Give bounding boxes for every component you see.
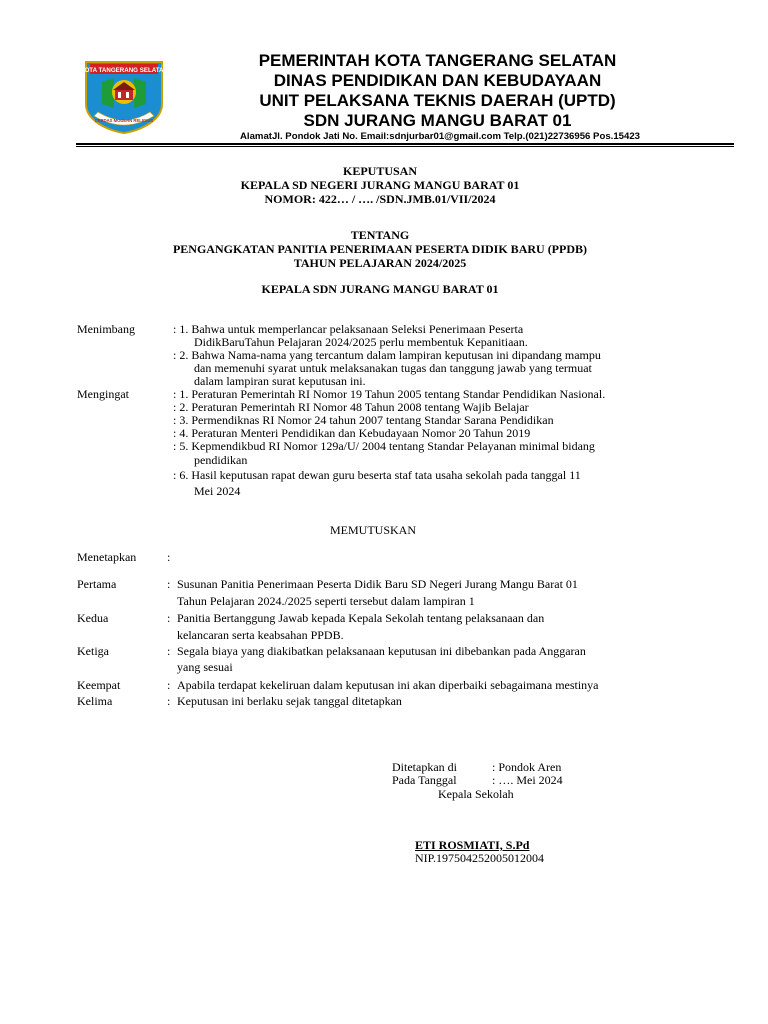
decision-text: Susunan Panitia Penerimaan Peserta Didik Baru SD Negeri Jurang Mangu Barat 01 bbox=[177, 577, 578, 591]
doc-number: NOMOR: 422… / …. /SDN.JMB.01/VII/2024 bbox=[264, 192, 496, 206]
signature-place-value: : Pondok Aren bbox=[492, 760, 562, 774]
letterhead-address: AlamatJl. Pondok Jati No. Email:sdnjurbar01@gmail.com Telp.(021)22736956 Pos.15423 bbox=[239, 131, 640, 142]
signature-position: Kepala Sekolah bbox=[438, 787, 514, 801]
decision-colon: : bbox=[167, 577, 171, 591]
decision-colon: : bbox=[167, 678, 171, 692]
decision-text: Panitia Bertanggung Jawab kepada Kepala Sekolah tentang pelaksanaan dan bbox=[177, 611, 545, 625]
decision-text: Segala biaya yang diakibatkan pelaksanaan keputusan ini dibebankan pada Anggaran bbox=[177, 644, 586, 658]
doc-about-heading: TENTANG bbox=[350, 228, 410, 242]
mengingat-line: pendidikan bbox=[194, 453, 248, 467]
mengingat-line: : 5. Kepmendikbud RI Nomor 129a/U/ 2004 tentang Standar Pelayanan minimal bidang bbox=[173, 439, 595, 453]
mengingat-line: : 3. Permendiknas RI Nomor 24 tahun 2007 tentang Standar Sarana Pendidikan bbox=[173, 413, 554, 427]
decision-colon: : bbox=[167, 611, 171, 625]
decision-label: Kedua bbox=[77, 611, 109, 625]
doc-issuer-heading: KEPALA SD NEGERI JURANG MANGU BARAT 01 bbox=[240, 178, 520, 192]
decision-label: Kelima bbox=[77, 694, 113, 708]
letterhead-rule-thick bbox=[76, 143, 734, 145]
city-emblem-logo bbox=[80, 58, 168, 134]
decision-text: Keputusan ini berlaku sejak tanggal ditetapkan bbox=[177, 694, 402, 708]
decision-text: yang sesuai bbox=[177, 660, 233, 674]
letterhead-unit: UNIT PELAKSANA TEKNIS DAERAH (UPTD) bbox=[259, 91, 616, 110]
decision-colon: : bbox=[167, 694, 171, 708]
mengingat-line: : 2. Peraturan Pemerintah RI Nomor 48 Tahun 2008 tentang Wajib Belajar bbox=[173, 400, 529, 414]
letterhead-agency: DINAS PENDIDIKAN DAN KEBUDAYAAN bbox=[273, 71, 602, 90]
doc-subject-line1: PENGANGKATAN PANITIA PENERIMAAN PESERTA DIDIK BARU (PPDB) bbox=[172, 242, 588, 256]
doc-type-heading: KEPUTUSAN bbox=[342, 164, 417, 178]
menimbang-label: Menimbang bbox=[77, 322, 135, 336]
mengingat-line: : 1. Peraturan Pemerintah RI Nomor 19 Tahun 2005 tentang Standar Pendidikan Nasional. bbox=[173, 387, 606, 401]
menetapkan-colon: : bbox=[167, 550, 171, 564]
svg-text:CERDAS MODERN RELIGIUS: CERDAS MODERN RELIGIUS bbox=[94, 118, 154, 123]
svg-text:KOTA TANGERANG SELATAN: KOTA TANGERANG SELATAN bbox=[80, 67, 168, 74]
decision-text: kelancaran serta keabsahan PPDB. bbox=[177, 628, 344, 642]
menimbang-line: dalam lampiran surat keputusan ini. bbox=[194, 374, 366, 388]
decision-colon: : bbox=[167, 644, 171, 658]
doc-issuer-title: KEPALA SDN JURANG MANGU BARAT 01 bbox=[261, 282, 499, 296]
mengingat-line: : 4. Peraturan Menteri Pendidikan dan Kebudayaan Nomor 20 Tahun 2019 bbox=[173, 426, 531, 440]
letterhead-government: PEMERINTAH KOTA TANGERANG SELATAN bbox=[258, 51, 617, 70]
decision-text: Apabila terdapat kekeliruan dalam keputusan ini akan diperbaiki sebagaimana mestinya bbox=[177, 678, 599, 692]
menetapkan-label: Menetapkan bbox=[77, 550, 137, 564]
decision-text: Tahun Pelajaran 2024./2025 seperti tersebut dalam lampiran 1 bbox=[177, 594, 475, 608]
signature-date-value: : …. Mei 2024 bbox=[492, 773, 563, 787]
signature-date-label: Pada Tanggal bbox=[392, 773, 457, 787]
signature-place-label: Ditetapkan di bbox=[392, 760, 457, 774]
mengingat-line: Mei 2024 bbox=[194, 484, 241, 498]
decision-label: Ketiga bbox=[77, 644, 109, 658]
menimbang-line: DidikBaruTahun Pelajaran 2024/2025 perlu membentuk Kepanitiaan. bbox=[194, 335, 528, 349]
decision-label: Pertama bbox=[77, 577, 117, 591]
mengingat-line: : 6. Hasil keputusan rapat dewan guru beserta staf tata usaha sekolah pada tanggal 11 bbox=[173, 468, 581, 482]
letterhead-school: SDN JURANG MANGU BARAT 01 bbox=[303, 111, 572, 130]
doc-subject-line2: TAHUN PELAJARAN 2024/2025 bbox=[293, 256, 467, 270]
signatory-name: ETI ROSMIATI, S.Pd bbox=[415, 838, 530, 852]
letterhead-rule-thin bbox=[76, 146, 734, 147]
mengingat-label: Mengingat bbox=[77, 387, 129, 401]
menimbang-line: dan memenuhi syarat untuk melaksanakan tugas dan tanggung jawab yang termuat bbox=[194, 361, 592, 375]
signatory-nip: NIP.197504252005012004 bbox=[415, 851, 545, 865]
menimbang-line: : 2. Bahwa Nama-nama yang tercantum dalam lampiran keputusan ini dipandang mampu bbox=[173, 348, 601, 362]
memutuskan-heading: MEMUTUSKAN bbox=[330, 523, 417, 537]
decision-label: Keempat bbox=[77, 678, 121, 692]
menimbang-line: : 1. Bahwa untuk memperlancar pelaksanaan Seleksi Penerimaan Peserta bbox=[173, 322, 524, 336]
